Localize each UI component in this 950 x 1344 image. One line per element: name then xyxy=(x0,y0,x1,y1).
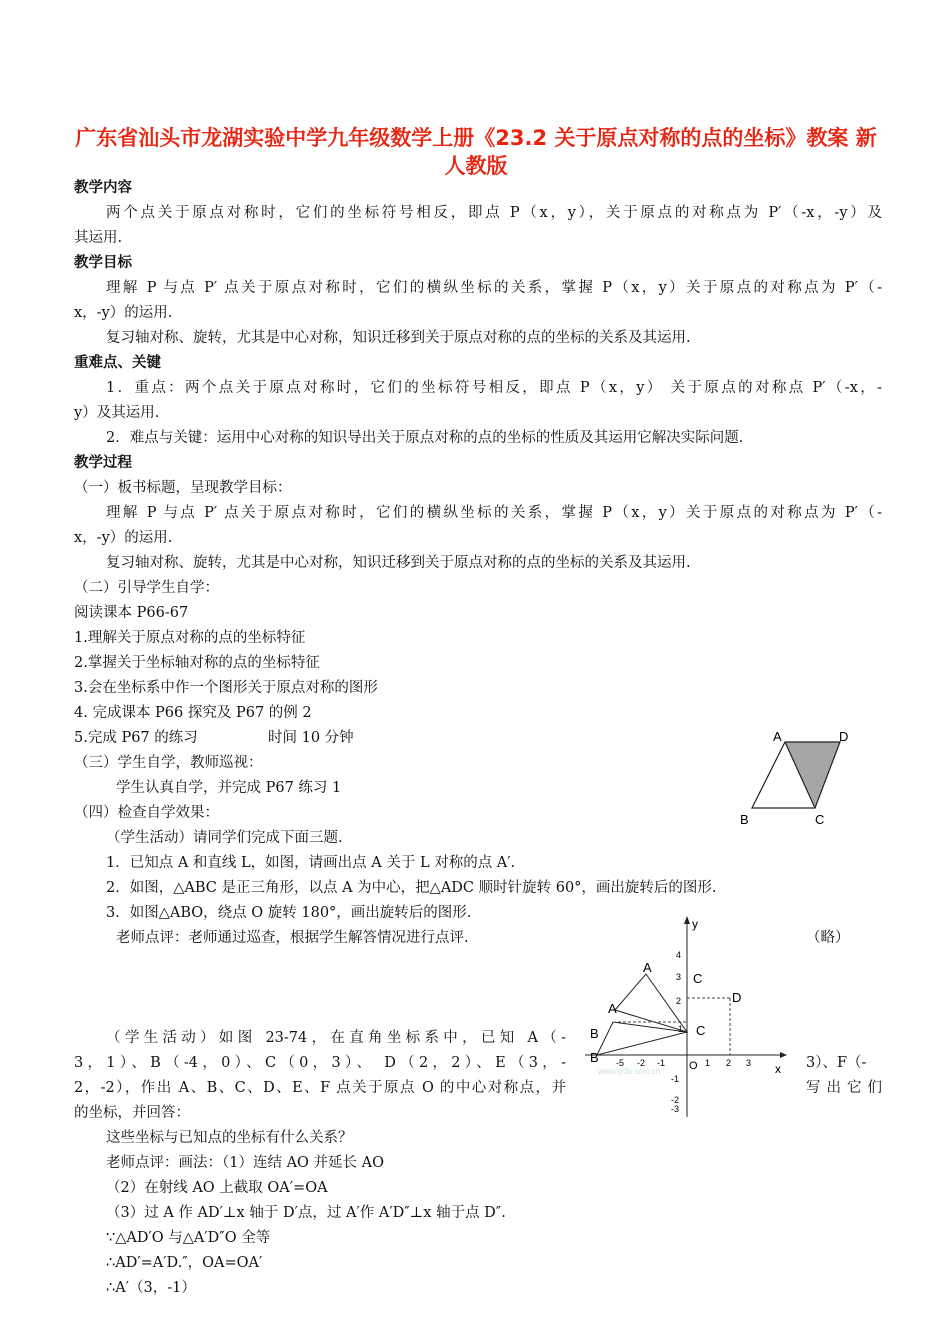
heading-content: 教学内容 xyxy=(74,180,132,196)
activity2-line3-right: 写出它们 xyxy=(806,1080,882,1096)
origin-label: O xyxy=(689,1060,698,1072)
question-3: 3．如图△ABO，绕点 O 旋转 180°，画出旋转后的图形. xyxy=(106,905,472,921)
point-labels xyxy=(590,960,741,1065)
parallelogram-figure xyxy=(735,728,855,828)
list-item-4: 4. 完成课本 P66 探究及 P67 的例 2 xyxy=(74,705,312,721)
list-item-1: 1.理解关于原点对称的点的坐标特征 xyxy=(74,630,306,646)
point-label: D xyxy=(732,990,742,1005)
activity2-line3-left: 2，-2），作出 A、B、C、D、E、F 点关于原点 O 的中心对称点，并 xyxy=(74,1080,566,1096)
content-paragraph-line2: 其运用. xyxy=(74,230,123,246)
x-tick: 3 xyxy=(746,1058,752,1068)
teacher-comment-1: 老师点评：老师通过巡查，根据学生解答情况进行点评. xyxy=(116,930,469,946)
y-axis-arrow xyxy=(684,916,690,924)
step1-paragraph1-line2: x，-y）的运用. xyxy=(74,530,173,546)
triangle-abo xyxy=(597,1022,687,1055)
activity2-line1: （学生活动）如图 23-74，在直角坐标系中，已知 A（- xyxy=(106,1030,566,1046)
y-axis-label: y xyxy=(692,917,698,931)
step1-paragraph1-line1: 理解 P 与点 P′ 点关于原点对称时，它们的横纵坐标的关系，掌握 P（x，y）关于原点的对称点为 P′（- xyxy=(106,505,882,521)
x-tick: -1 xyxy=(657,1058,666,1068)
x-tick: 1 xyxy=(705,1058,711,1068)
proof-line-2: ∴AD′=A′D.″，OA=OA′ xyxy=(106,1255,263,1271)
step4-heading: （四）检查自学效果： xyxy=(74,805,219,821)
goals-paragraph2: 复习轴对称、旋转，尤其是中心对称，知识迁移到关于原点对称的点的坐标的关系及其运用. xyxy=(106,330,691,346)
key-point1-line1: 1．重点：两个点关于原点对称时，它们的坐标符号相反，即点 P（x，y） 关于原点的对称点 P′（-x，- xyxy=(106,380,882,396)
question-2: 2．如图，△ABC 是正三角形，以点 A 为中心，把△ADC 顺时针旋转 60°，画出旋转后的图形. xyxy=(106,880,717,896)
point-label: C xyxy=(696,1023,706,1038)
y-tick: -1 xyxy=(671,1074,680,1084)
y-tick: 2 xyxy=(676,996,682,1006)
step1-paragraph2: 复习轴对称、旋转，尤其是中心对称，知识迁移到关于原点对称的点的坐标的关系及其运用. xyxy=(106,555,691,571)
label-d: D xyxy=(839,729,849,744)
content-paragraph-line1: 两个点关于原点对称时，它们的坐标符号相反，即点 P（x，y），关于原点的对称点为 P′（-x，-y）及 xyxy=(106,205,882,221)
y-tick: -3 xyxy=(671,1104,680,1114)
point-label: A xyxy=(643,960,652,975)
point-label: B xyxy=(590,1026,599,1041)
x-tick-labels xyxy=(616,1058,751,1068)
activity2-line2-right: 3）、F（- xyxy=(806,1055,867,1071)
label-a: A xyxy=(773,729,782,744)
x-tick: -5 xyxy=(616,1058,625,1068)
list-item-2: 2.掌握关于坐标轴对称的点的坐标特征 xyxy=(74,655,320,671)
key-point2: 2．难点与关键：运用中心对称的知识导出关于原点对称的点的坐标的性质及其运用它解决实际问题. xyxy=(106,430,744,446)
proof-line-1: ∵△AD′O 与△A′D″O 全等 xyxy=(106,1230,271,1246)
method-step-2: （2）在射线 AO 上截取 OA′=OA xyxy=(106,1180,328,1196)
point-label: A xyxy=(608,1001,617,1016)
proof-line-3: ∴A′（3，-1） xyxy=(106,1280,196,1296)
step3-paragraph: 学生认真自学，并完成 P67 练习 1 xyxy=(116,780,342,796)
point-label: B xyxy=(590,1050,599,1065)
read-textbook: 阅读课本 P66-67 xyxy=(74,605,189,621)
point-label: C xyxy=(693,971,703,986)
x-tick: 2 xyxy=(726,1058,732,1068)
activity2-line2-left: 3，1）、B（-4，0）、C（0，3）、 D（2，2）、E（3，- xyxy=(74,1055,566,1071)
activity-intro: （学生活动）请同学们完成下面三题. xyxy=(106,830,343,846)
activity2-line4: 的坐标，并回答： xyxy=(74,1105,190,1121)
label-c: C xyxy=(815,812,825,827)
goals-paragraph1-line2: x，-y）的运用. xyxy=(74,305,173,321)
step2-heading: （二）引导学生自学： xyxy=(74,580,219,596)
step3-heading: （三）学生自学，教师巡视： xyxy=(74,755,263,771)
omitted-note: （略） xyxy=(806,930,850,946)
method-step-3: （3）过 A 作 AD′⊥x 轴于 D′点，过 A′作 A′D″⊥x 轴于点 D″. xyxy=(106,1205,506,1221)
question-1: 1．已知点 A 和直线 L，如图，请画出点 A 关于 L 对称的点 A′. xyxy=(106,855,516,871)
x-axis-arrow xyxy=(780,1052,787,1058)
heading-process: 教学过程 xyxy=(74,455,132,471)
x-axis-label: x xyxy=(775,1062,781,1076)
goals-paragraph1-line1: 理解 P 与点 P′ 点关于原点对称时，它们的横纵坐标的关系，掌握 P（x，y）关于原点的对称点为 P′（- xyxy=(106,280,882,296)
relation-question: 这些坐标与已知点的坐标有什么关系？ xyxy=(106,1130,353,1146)
label-b: B xyxy=(740,812,749,827)
list-item-5-time: 时间 10 分钟 xyxy=(268,730,354,746)
teacher-comment-2: 老师点评：画法：（1）连结 AO 并延长 AO xyxy=(106,1155,385,1171)
heading-key-points: 重难点、关键 xyxy=(74,355,161,371)
shaded-triangle-adc xyxy=(785,742,840,808)
heading-goals: 教学目标 xyxy=(74,255,132,271)
list-item-3: 3.会在坐标系中作一个图形关于原点对称的图形 xyxy=(74,680,378,696)
y-tick: 3 xyxy=(676,972,682,982)
document-title: 广东省汕头市龙湖实验中学九年级数学上册《23.2 关于原点对称的点的坐标》教案 新人教版 xyxy=(75,126,877,178)
watermark: www.cr3x.com.cn xyxy=(598,1067,661,1076)
y-tick-labels xyxy=(671,950,683,1114)
coordinate-figure xyxy=(580,912,795,1122)
list-item-5: 5.完成 P67 的练习 xyxy=(74,730,198,746)
key-point1-line2: y）及其运用. xyxy=(74,405,160,421)
y-tick: -2 xyxy=(671,1095,680,1105)
x-tick: -2 xyxy=(637,1058,646,1068)
step1-heading: （一）板书标题，呈现教学目标： xyxy=(74,480,292,496)
y-tick: 4 xyxy=(676,950,682,960)
y-tick: 1 xyxy=(678,1024,684,1034)
